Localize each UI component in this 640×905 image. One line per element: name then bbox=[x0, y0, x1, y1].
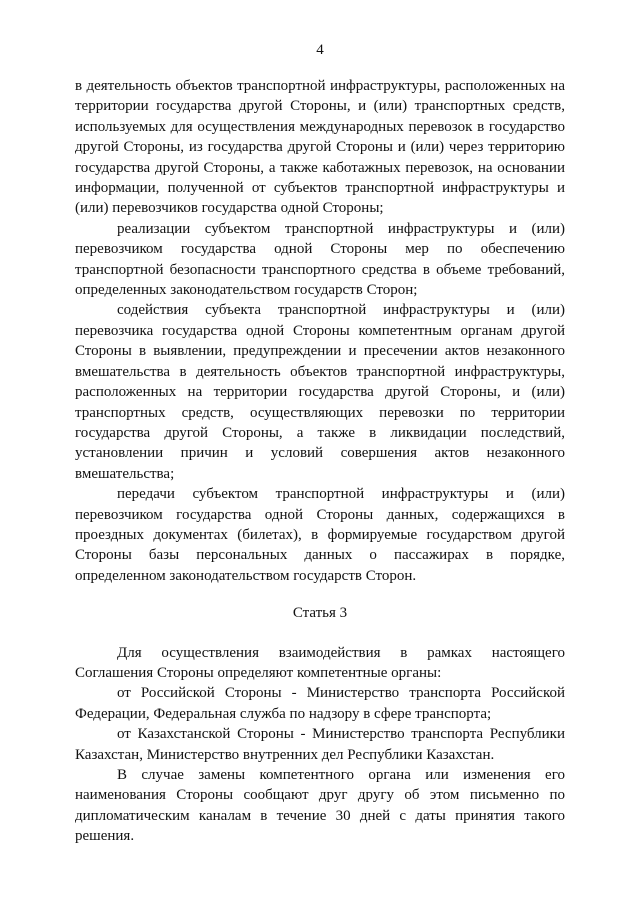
paragraph-russian-side: от Российской Стороны - Министерство транспорта Российской Федерации, Федеральная служба по надзору в сфере транспорта; bbox=[75, 685, 565, 722]
article-heading: Статья 3 bbox=[292, 605, 348, 622]
paragraph-assistance: содействия субъекта транспортной инфраструктуры и (или) перевозчика государства одной Стороны компетентным органам другой Стороны в выявлении, предупреждении и пресечении актов незаконного вмешательства в деятельность объектов транспортной инфраструктуры, расположенных на территории государства другой Стороны, и (или) транспортных средств, осуществляющих перевозки по территории государства другой Стороны, а также в ликвидации последствий, установлении причин и условий совершения актов незаконного вмешательства; bbox=[75, 302, 565, 482]
paragraph-replacement: В случае замены компетентного органа или изменения его наименования Стороны сообщают друг другу об этом письменно по дипломатическим каналам в течение 30 дней с даты принятия такого решения. bbox=[75, 767, 565, 845]
paragraph-kazakh-side: от Казахстанской Стороны - Министерство транспорта Республики Казахстан, Министерство внутренних дел Республики Казахстан. bbox=[75, 726, 565, 763]
paragraph-data-transfer: передачи субъектом транспортной инфраструктуры и (или) перевозчиком государства одной Стороны данных, содержащихся в проездных документах (билетах), в формируемые государством другой Стороны базы персональных данных о пассажирах в порядке, определенном законодательством государств Сторон. bbox=[75, 486, 565, 584]
paragraph-continuation: в деятельность объектов транспортной инфраструктуры, расположенных на территории государства другой Стороны, и (или) транспортных средств, используемых для осуществления международных перевозок в государство другой Стороны, из государства другой Стороны и (или) через территорию государства другой Стороны, а также каботажных перевозок, на основании информации, полученной от субъектов транспортной инфраструктуры и (или) перевозчиков государства одной Стороны; bbox=[75, 78, 565, 217]
paragraph-competent-authorities: Для осуществления взаимодействия в рамках настоящего Соглашения Стороны определяют компетентные органы: bbox=[75, 644, 565, 681]
document-body bbox=[75, 76, 565, 847]
paragraph-implementation: реализации субъектом транспортной инфраструктуры и (или) перевозчиком государства одной Стороны мер по обеспечению транспортной безопасности транспортного средства в объеме требований, определенных законодательством государств Сторон; bbox=[75, 220, 565, 299]
page-number: 4 bbox=[316, 42, 324, 58]
